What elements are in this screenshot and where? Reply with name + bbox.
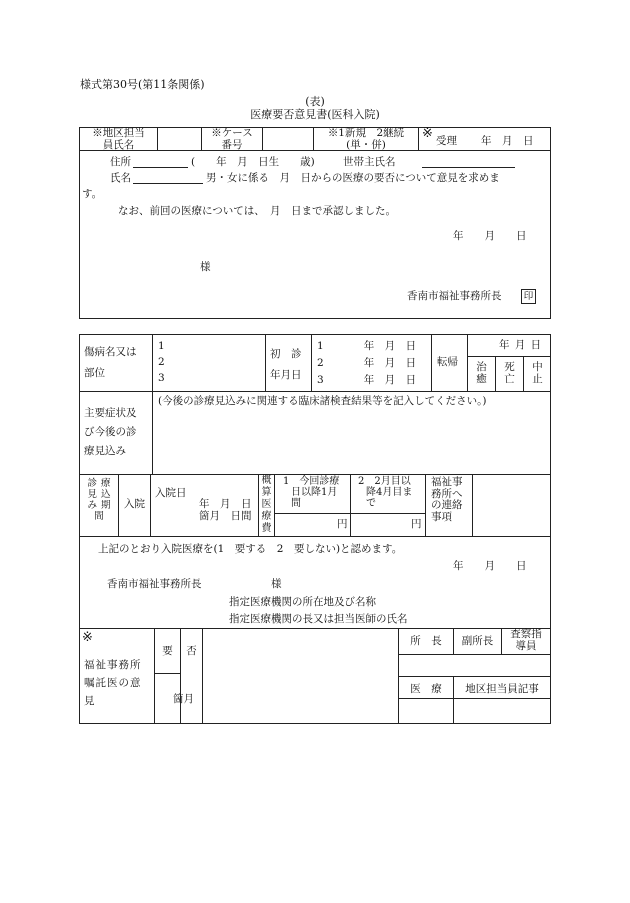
address-label: 住所 — [110, 156, 131, 168]
name-label: 氏名 — [110, 172, 131, 184]
cost-col2-yen[interactable]: 円 — [411, 518, 422, 530]
outcome-date[interactable]: 年 月 日 — [499, 339, 542, 351]
first-visit-label: 初 診 年月日 — [270, 348, 302, 382]
inspector-label: 査察指 導員 — [510, 628, 542, 652]
bottom-mark: ※ — [82, 630, 93, 645]
approval-text[interactable]: 上記のとおり入院医療を(1 要する 2 要しない)と認めます。 — [98, 543, 403, 555]
symptoms-field[interactable] — [160, 412, 545, 470]
symptoms-label: 主要症状及 び今後の診 療見込み — [84, 407, 137, 457]
months-label: 箇月 — [173, 693, 194, 705]
contact-label: 福祉事 務所へ の連絡 事項 — [431, 476, 463, 523]
request-text-cont: す。 — [82, 188, 103, 200]
seal-mark: 印 — [521, 289, 536, 304]
required-option[interactable]: 要 — [162, 645, 173, 657]
consultant-opinion-field[interactable] — [206, 632, 394, 720]
cost-col1-label: 1 今回診療 日以降1月 間 — [283, 476, 340, 509]
cost-col1-yen[interactable]: 円 — [337, 518, 348, 530]
new-continuing-label[interactable]: ※1新規 2継続 (単・併) — [327, 127, 405, 152]
page-title: 医療要否意見書(医科入院) — [250, 108, 380, 121]
approval-honorific: 様 — [271, 578, 282, 590]
period-label: 診 療 見 込 み 期 間 — [87, 478, 111, 522]
chief-label: 所 長 — [410, 635, 442, 647]
received-label: 受理 — [436, 135, 457, 147]
admission-duration[interactable]: 箇月 日間 — [199, 510, 252, 522]
deputy-label: 副所長 — [461, 635, 494, 647]
cost-label: 概 算 医 療 費 — [261, 475, 272, 534]
form-number: 様式第30号(第11条関係) — [80, 78, 205, 91]
outcome-discontinued[interactable]: 中 止 — [532, 361, 543, 386]
consultant-label: 福祉事務所 嘱託医の意 見 — [84, 659, 142, 707]
area-staff-label: ※地区担当 員氏名 — [92, 127, 145, 152]
institution-address-label: 指定医療機関の所在地及び名称 — [229, 596, 376, 608]
symptoms-note: (今後の診療見込みに関連する臨床諸検査結果等を記入してください。) — [158, 395, 487, 407]
director-name: 香南市福祉事務所長 — [407, 290, 502, 302]
disease-label: 傷病名又は 部位 — [84, 346, 137, 380]
addressee-honorific: 様 — [200, 261, 211, 273]
address-field[interactable] — [133, 156, 188, 168]
prior-approval: なお、前回の医療については、 月 日まで承認しました。 — [118, 205, 397, 217]
approval-date[interactable]: 年 月 日 — [453, 560, 527, 572]
first-visit-row-2[interactable]: 2 年 月 日 — [317, 357, 417, 369]
first-visit-row-3[interactable]: 3 年 月 日 — [317, 374, 417, 386]
first-visit-row-1[interactable]: 1 年 月 日 — [317, 340, 417, 352]
area-staff-field[interactable] — [158, 129, 201, 149]
not-required-option[interactable]: 否 — [186, 645, 197, 657]
received-date[interactable]: 年 月 日 — [481, 135, 534, 147]
outcome-label: 転帰 — [437, 356, 458, 368]
staff-notes-label: 地区担当員記事 — [465, 683, 539, 695]
birth-date[interactable]: ( 年 月 日生 歳) — [191, 156, 315, 168]
request-text: 男・女に係る 月 日からの医療の要否について意見を求めま — [206, 172, 500, 184]
case-number-label: ※ケース 番号 — [211, 127, 253, 152]
outcome-died[interactable]: 死 亡 — [504, 361, 515, 386]
request-date[interactable]: 年 月 日 — [453, 230, 527, 242]
side-label: (表) — [305, 95, 325, 108]
institution-head-label: 指定医療機関の長又は担当医師の氏名 — [229, 613, 408, 625]
approval-director: 香南市福祉事務所長 — [107, 578, 202, 590]
admission-date[interactable]: 年 月 日 — [199, 498, 252, 510]
admission-label: 入院 — [124, 498, 145, 510]
outcome-cured[interactable]: 治 癒 — [476, 361, 487, 386]
householder-label: 世帯主氏名 — [343, 156, 396, 168]
disease-numbers[interactable]: 1 2 3 — [158, 340, 165, 385]
cost-col2-label: 2 2月目以 降4月目ま で — [358, 476, 413, 509]
case-number-field[interactable] — [263, 129, 313, 149]
contact-field[interactable] — [476, 478, 546, 533]
received-mark: ※ — [422, 126, 433, 141]
admission-date-label: 入院日 — [155, 487, 187, 499]
householder-field[interactable] — [422, 156, 515, 168]
name-field[interactable] — [133, 172, 203, 184]
medical-label: 医 療 — [410, 683, 442, 695]
